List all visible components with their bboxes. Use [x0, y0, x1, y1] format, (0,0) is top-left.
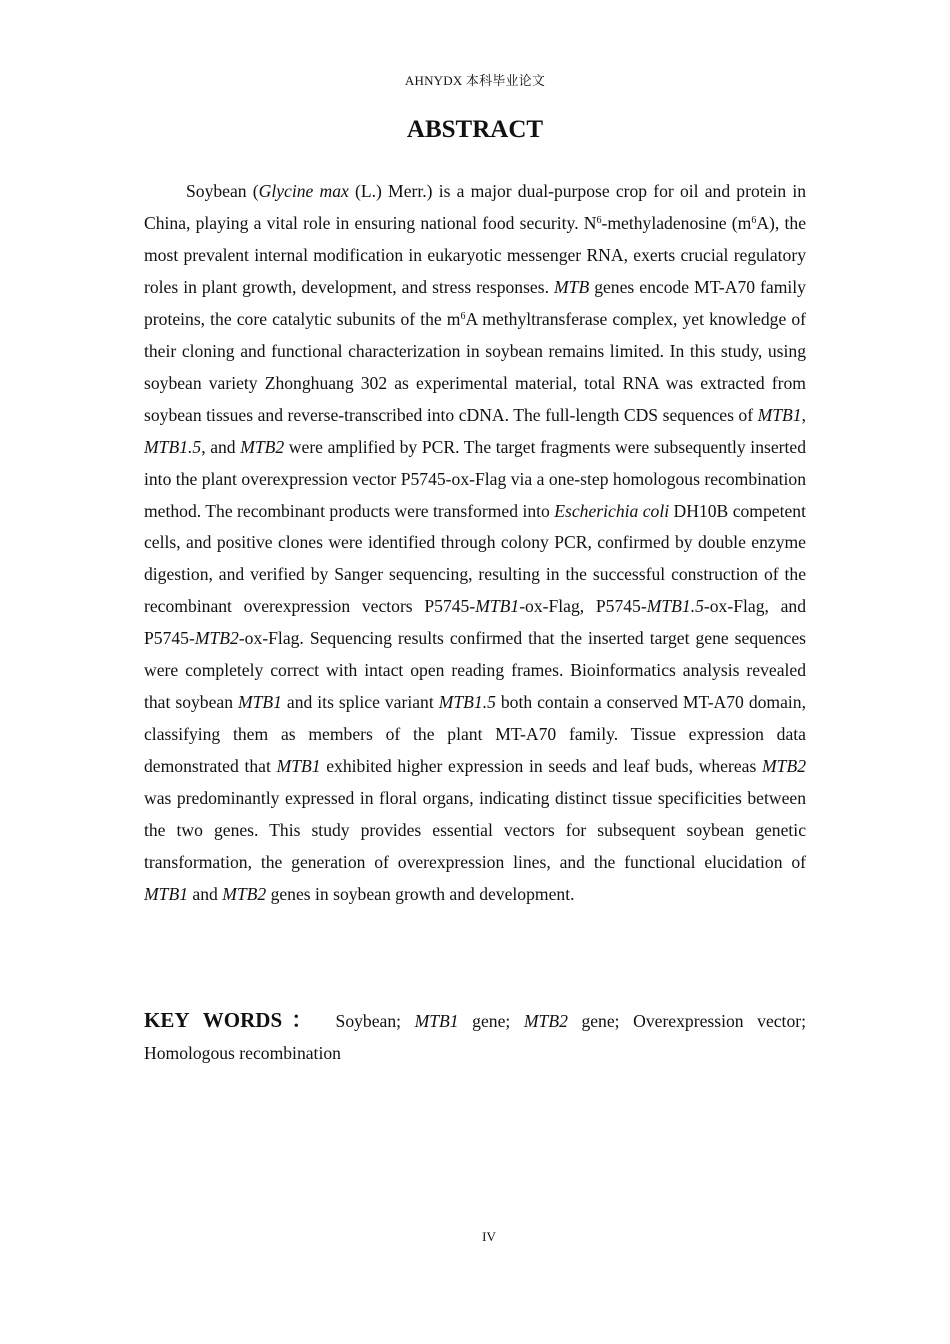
- abstract-title: ABSTRACT: [406, 116, 544, 143]
- gene-name: MTB2: [240, 436, 285, 457]
- page-number: IV: [482, 1229, 496, 1244]
- abstract-text: A methyltransferase complex, yet knowledge of their cloning and functional characterization in soybean remains limited. In this study, using soybean variety Zhonghuang 302 as experimental material, total RNA was extracted from soybean tissues and reverse-transcribed into cDNA. The full-length CDS sequences of: [144, 308, 806, 425]
- abstract-text: -ox-Flag. Sequencing results confirmed that the inserted target gene sequences were completely correct with intact open reading frames. Bioinformatics analysis revealed that soybean: [144, 628, 806, 713]
- superscript: 6: [460, 310, 466, 322]
- abstract-text: ,: [801, 404, 806, 425]
- abstract-text: and its splice variant: [281, 692, 439, 713]
- abstract-text: , and: [201, 436, 241, 457]
- keyword-text: Soybean;: [335, 1011, 415, 1031]
- gene-name: MTB1: [237, 692, 282, 713]
- abstract-text: -methyladenosine (m: [601, 212, 752, 233]
- keywords-label: KEY WORDS：: [144, 1008, 322, 1032]
- gene-name: MTB1: [276, 756, 321, 777]
- species-name: Escherichia coli: [554, 500, 670, 521]
- abstract-text: was predominantly expressed in floral organs, indicating distinct tissue specificities between the two genes. This study provides essential vectors for subsequent soybean genetic transformation, the generation of overexpression lines, and the functional elucidation of: [144, 788, 806, 873]
- gene-name: MTB1.5: [144, 436, 202, 457]
- abstract-text: -ox-Flag, P5745-: [519, 596, 647, 617]
- abstract-text: both contain a conserved MT-A70 domain, classifying them as members of the plant MT-A70 family. Tissue expression data demonstrated that: [144, 692, 806, 777]
- abstract-text: Soybean (: [186, 181, 259, 201]
- keyword-gene: MTB2: [523, 1011, 568, 1031]
- gene-name: MTB1.5: [438, 692, 496, 713]
- abstract-text: genes in soybean growth and development.: [266, 883, 575, 904]
- abstract-text: DH10B competent cells, and positive clones were identified through colony PCR, confirmed by double enzyme digestion, and verified by Sanger sequencing, resulting in the successful construction of the recombinant overexpression vectors P5745-: [144, 500, 806, 617]
- abstract-text: exhibited higher expression in seeds and leaf buds, whereas: [320, 756, 763, 777]
- abstract-body: [144, 176, 806, 911]
- species-name: Glycine max: [258, 181, 349, 201]
- superscript: 6: [751, 214, 757, 226]
- abstract-text: were amplified by PCR. The target fragments were subsequently inserted into the plant overexpression vector P5745-ox-Flag via a one-step homologous recombination method. The recombinant products were transformed into: [144, 436, 806, 521]
- keyword-text: gene; Overexpression vector; Homologous recombination: [144, 1011, 806, 1063]
- gene-name: MTB: [554, 276, 590, 297]
- keyword-text: gene;: [458, 1011, 524, 1031]
- keyword-gene: MTB1: [414, 1011, 459, 1031]
- abstract-text: A), the most prevalent internal modification in eukaryotic messenger RNA, exerts crucial regulatory roles in plant growth, development, and stress responses.: [144, 212, 807, 297]
- running-header: AHNYDX 本科毕业论文: [404, 73, 546, 88]
- gene-name: MTB1: [475, 596, 520, 617]
- gene-name: MTB1: [757, 404, 802, 425]
- abstract-text: and: [187, 883, 223, 904]
- gene-name: MTB1.5: [646, 596, 704, 617]
- gene-name: MTB2: [762, 756, 806, 777]
- gene-name: MTB2: [222, 883, 267, 904]
- superscript: 6: [596, 214, 602, 226]
- keywords-paragraph: [144, 1004, 806, 1069]
- abstract-text: genes encode MT-A70 family proteins, the core catalytic subunits of the m: [144, 276, 806, 329]
- gene-name: MTB1: [144, 883, 188, 904]
- abstract-text: (L.) Merr.) is a major dual-purpose crop for oil and protein in China, playing a vital role in ensuring national food security. N: [144, 181, 806, 233]
- gene-name: MTB2: [194, 628, 239, 649]
- abstract-text: -ox-Flag, and P5745-: [144, 596, 807, 649]
